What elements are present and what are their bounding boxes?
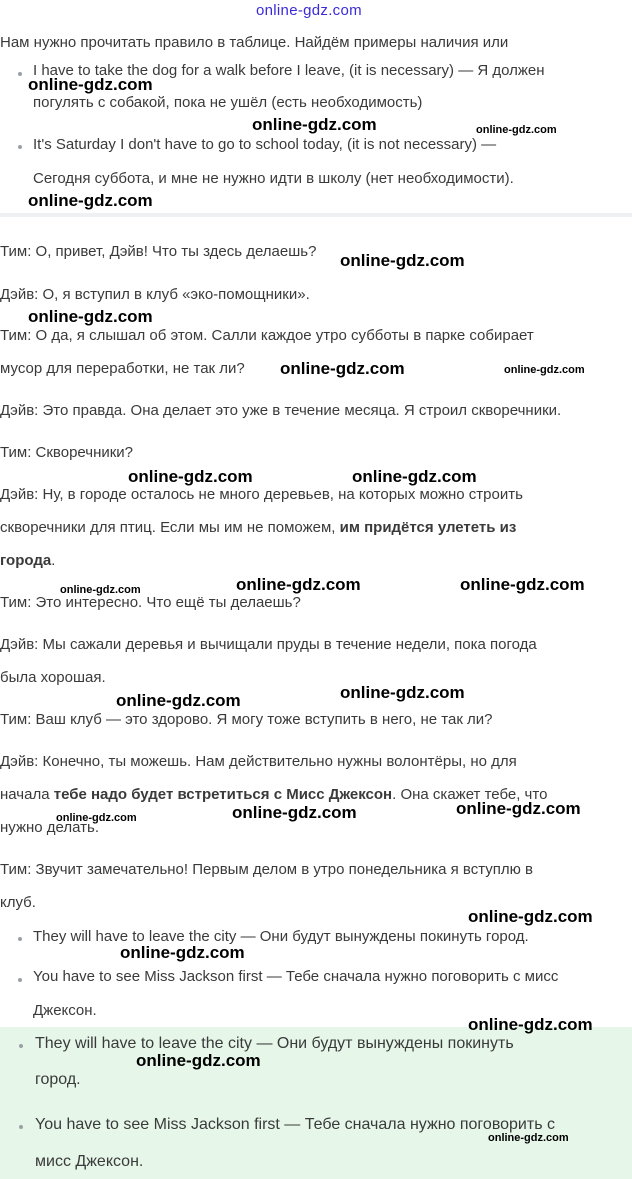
watermark: online-gdz.com (28, 307, 153, 326)
answer-box-2-line-2: мисс Джексон. (35, 1153, 144, 1170)
intro-item-2-line-2: Сегодня суббота, и мне не нужно идти в школу (нет необходимости). (33, 170, 514, 187)
dialog-line-6c-text: . (51, 552, 56, 569)
bullet-icon (19, 1125, 23, 1129)
dialog-line-10b-text: начала (0, 786, 54, 803)
watermark: online-gdz.com (460, 575, 585, 594)
answer-box-2-line-1: You have to see Miss Jackson first — Тебе сначала нужно поговорить с (35, 1116, 555, 1133)
watermark: online-gdz.com (56, 812, 137, 824)
watermark: online-gdz.com (340, 683, 465, 702)
watermark: online-gdz.com (340, 251, 465, 270)
bullet-icon (18, 937, 22, 941)
watermark: online-gdz.com (468, 907, 593, 926)
dialog-line-10b-tail: . Она скажет тебе, что (392, 786, 548, 803)
watermark: online-gdz.com (504, 364, 585, 376)
dialog-line-11a: Тим: Звучит замечательно! Первым делом в утро понедельника я вступлю в (0, 861, 534, 878)
watermark: online-gdz.com (236, 575, 361, 594)
watermark: online-gdz.com (468, 1015, 593, 1034)
watermark: online-gdz.com (128, 467, 253, 486)
dialog-line-6b (0, 518, 516, 538)
dialog-line-6c-bold: города (0, 552, 52, 569)
watermark: online-gdz.com (116, 691, 241, 710)
dialog-line-4: Дэйв: Это правда. Она делает это уже в течение месяца. Я строил скворечники. (0, 402, 562, 419)
watermark-header: online-gdz.com (256, 2, 362, 19)
dialog-line-10b-bold: тебе надо будет встретиться с Мисс Джексон (53, 786, 393, 803)
watermark: online-gdz.com (232, 803, 357, 822)
watermark: online-gdz.com (136, 1051, 261, 1070)
section-divider (0, 213, 632, 217)
intro-lead: Нам нужно прочитать правило в таблице. Найдём примеры наличия или (0, 34, 509, 51)
answer-2-line-1: You have to see Miss Jackson first — Тебе сначала нужно поговорить с мисс (33, 968, 559, 985)
answer-2-line-2: Джексон. (33, 1002, 97, 1019)
answer-box-1-line-2: город. (35, 1071, 81, 1088)
bullet-icon (18, 72, 22, 76)
answer-box-1-line-1: They will have to leave the city — Они будут вынуждены покинуть (35, 1035, 514, 1052)
intro-item-2-line-1: It's Saturday I don't have to go to school today, (it is not necessary) — (33, 136, 497, 153)
intro-item-1-line-1: I have to take the dog for a walk before I leave, (it is necessary) — Я должен (33, 62, 545, 79)
dialog-line-6c (0, 551, 55, 571)
watermark: online-gdz.com (28, 191, 153, 210)
dialog-line-3a: Тим: О да, я слышал об этом. Салли каждое утро субботы в парке собирает (0, 327, 534, 344)
watermark: online-gdz.com (476, 124, 557, 136)
watermark: online-gdz.com (488, 1132, 569, 1144)
watermark: online-gdz.com (456, 799, 581, 818)
bullet-icon (18, 978, 22, 982)
watermark: online-gdz.com (352, 467, 477, 486)
watermark: online-gdz.com (120, 943, 245, 962)
watermark: online-gdz.com (280, 359, 405, 378)
watermark: online-gdz.com (28, 75, 153, 94)
dialog-line-6b-bold: им придётся улететь из (339, 519, 517, 536)
answer-1-line-1: They will have to leave the city — Они будут вынуждены покинуть город. (33, 928, 529, 945)
intro-item-1-line-2: погулять с собакой, пока не ушёл (есть необходимость) (33, 94, 423, 111)
dialog-line-9: Тим: Ваш клуб — это здорово. Я могу тоже вступить в него, не так ли? (0, 711, 493, 728)
dialog-line-8b: была хорошая. (0, 669, 106, 686)
dialog-line-7: Тим: Это интересно. Что ещё ты делаешь? (0, 594, 301, 611)
watermark: online-gdz.com (252, 115, 377, 134)
dialog-line-10a: Дэйв: Конечно, ты можешь. Нам действительно нужны волонтёры, но для (0, 753, 517, 770)
dialog-line-3b: мусор для переработки, не так ли? (0, 360, 245, 377)
watermark: online-gdz.com (60, 584, 141, 596)
dialog-line-10c: нужно делать. (0, 819, 99, 836)
dialog-line-1: Тим: О, привет, Дэйв! Что ты здесь делаешь? (0, 243, 317, 260)
dialog-line-6b-text: скворечники для птиц. Если мы им не поможем, (0, 519, 340, 536)
bullet-icon (19, 1044, 23, 1048)
dialog-line-11b: клуб. (0, 894, 36, 911)
dialog-line-2: Дэйв: О, я вступил в клуб «эко-помощники». (0, 286, 310, 303)
dialog-line-5: Тим: Скворечники? (0, 444, 134, 461)
dialog-line-6a: Дэйв: Ну, в городе осталось не много деревьев, на которых можно строить (0, 486, 523, 503)
dialog-line-8a: Дэйв: Мы сажали деревья и вычищали пруды в течение недели, пока погода (0, 636, 537, 653)
bullet-icon (18, 145, 22, 149)
